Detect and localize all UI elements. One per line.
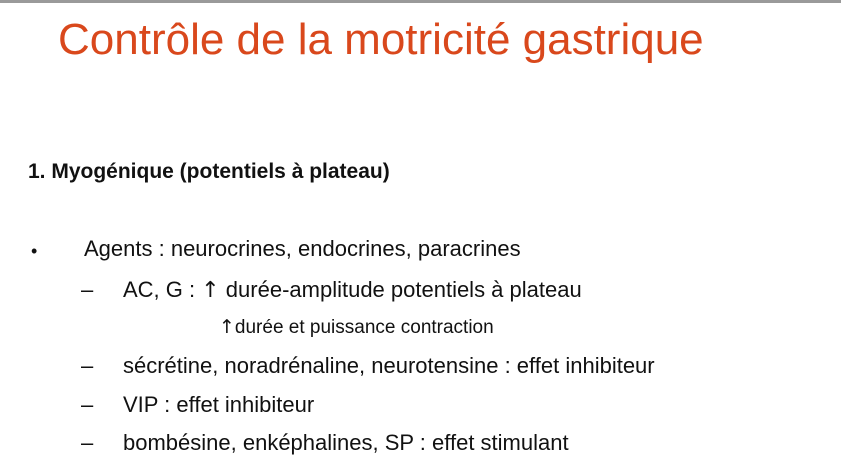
list-item-vip: VIP : effet inhibiteur	[123, 392, 315, 417]
list-item-prefix: AC, G :	[123, 277, 202, 302]
dash-marker: –	[81, 353, 94, 378]
up-arrow-icon: ↑	[219, 316, 235, 338]
bullet-agents: Agents : neurocrines, endocrines, paracrines	[84, 236, 521, 261]
list-item-text: durée-amplitude potentiels à plateau	[219, 277, 582, 302]
top-divider	[0, 0, 841, 3]
list-item-secretine: sécrétine, noradrénaline, neurotensine : effet inhibiteur	[123, 353, 655, 378]
slide-title: Contrôle de la motricité gastrique	[58, 15, 704, 64]
list-item-note	[219, 314, 494, 341]
up-arrow-icon: ↑	[201, 278, 220, 303]
section-heading: 1. Myogénique (potentiels à plateau)	[28, 160, 390, 183]
dash-marker: –	[81, 392, 94, 417]
list-item-ac-g	[123, 275, 582, 306]
dash-marker: –	[81, 430, 94, 455]
bullet-marker: •	[31, 241, 38, 261]
list-item-bombesine: bombésine, enképhalines, SP : effet stimulant	[123, 430, 569, 455]
note-text: durée et puissance contraction	[234, 317, 494, 338]
dash-marker: –	[81, 277, 94, 302]
